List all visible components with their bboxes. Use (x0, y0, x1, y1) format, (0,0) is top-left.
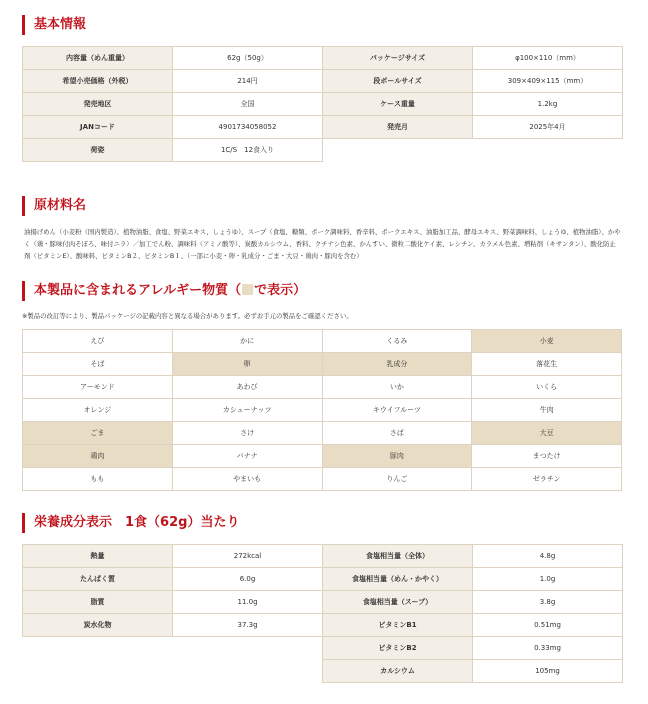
allergen-cell: そば (23, 353, 173, 376)
nutrition-value: 37.3g (173, 614, 323, 637)
allergen-row (23, 353, 622, 376)
allergen-cell: アーモンド (23, 376, 173, 399)
nutrition-empty-cell (23, 637, 173, 660)
allergen-row (23, 399, 622, 422)
allergen-cell: キウイフルーツ (322, 399, 472, 422)
allergen-cell: あわび (172, 376, 322, 399)
nutrition-label: 食塩相当量（スープ） (323, 591, 473, 614)
allergen-row (23, 445, 622, 468)
allergen-cell: やまいも (172, 468, 322, 491)
allergen-cell: 豚肉 (322, 445, 472, 468)
nutrition-row (23, 660, 623, 683)
nutrition-row (23, 614, 623, 637)
allergen-cell: オレンジ (23, 399, 173, 422)
nutrition-value: 11.0g (173, 591, 323, 614)
allergen-cell: 卵 (172, 353, 322, 376)
basic-value: φ100×110（mm） (473, 47, 623, 70)
allergen-cell: いくら (472, 376, 622, 399)
allergen-cell: 小麦 (472, 330, 622, 353)
allergen-cell: 落花生 (472, 353, 622, 376)
nutrition-value: 1.0g (473, 568, 623, 591)
basic-value: 2025年4月 (473, 116, 623, 139)
basic-row (23, 116, 623, 139)
nutrition-label: ビタミンB1 (323, 614, 473, 637)
allergen-table (22, 329, 622, 491)
allergen-cell: バナナ (172, 445, 322, 468)
nutrition-value: 6.0g (173, 568, 323, 591)
nutrition-label: 脂質 (23, 591, 173, 614)
basic-label: 希望小売価格（外税） (23, 70, 173, 93)
allergen-cell: まつたけ (472, 445, 622, 468)
nutrition-row (23, 591, 623, 614)
basic-value: 全国 (173, 93, 323, 116)
allergen-cell: くるみ (322, 330, 472, 353)
basic-label: 発売地区 (23, 93, 173, 116)
basic-info-table (22, 46, 623, 162)
nutrition-label: 食塩相当量（めん・かやく） (323, 568, 473, 591)
basic-label: 内容量（めん重量） (23, 47, 173, 70)
basic-row (23, 47, 623, 70)
basic-label: ケース重量 (323, 93, 473, 116)
ingredients-text: 油揚げめん（小麦粉（国内製造）、植物油脂、食塩、野菜エキス、しょうゆ）、スープ（食塩、糖類、ポーク調味料、香辛料、ポークエキス、油脂加工品、酵母エキス、野菜調味料、しょうゆ、植物油脂）、かやく（鶏・豚味付肉そぼろ、味付ニラ）／加工でん粉、調味料（アミノ酸等）、炭酸カルシウム、香料、クチナシ色素、かんすい、微粒二酸化ケイ素、レシチン、カラメル色素、増粘剤（キサンタン）、酸化防止剤（ビタミンE）、酸味料、ビタミンB２、ビタミンB１、（一部に小麦・卵・乳成分・ごま・大豆・鶏肉・豚肉を含む） (24, 228, 621, 260)
allergen-cell: ごま (23, 422, 173, 445)
basic-value: 214円 (173, 70, 323, 93)
allergen-cell: ゼラチン (472, 468, 622, 491)
basic-value: 309×409×115（mm） (473, 70, 623, 93)
nutrition-label: 食塩相当量（全体） (323, 545, 473, 568)
allergen-title (22, 281, 306, 301)
basic-label: 段ボールサイズ (323, 70, 473, 93)
basic-value: 1.2kg (473, 93, 623, 116)
basic-empty-cell (323, 139, 473, 162)
nutrition-table (22, 544, 623, 683)
nutrition-value: 105mg (473, 660, 623, 683)
allergen-cell: さけ (172, 422, 322, 445)
nutrition-row (23, 568, 623, 591)
nutrition-label: 炭水化物 (23, 614, 173, 637)
ingredients-title: 原材料名 (22, 196, 86, 216)
basic-value: 62g（50g） (173, 47, 323, 70)
basic-info-title: 基本情報 (22, 15, 86, 35)
nutrition-empty-cell (173, 637, 323, 660)
allergen-cell: えび (23, 330, 173, 353)
allergen-row (23, 468, 622, 491)
highlight-swatch (242, 284, 253, 295)
allergen-cell: かに (172, 330, 322, 353)
allergen-row (23, 422, 622, 445)
basic-row (23, 139, 623, 162)
nutrition-row (23, 545, 623, 568)
nutrition-label: たんぱく質 (23, 568, 173, 591)
nutrition-label: 熱量 (23, 545, 173, 568)
nutrition-row (23, 637, 623, 660)
nutrition-label: ビタミンB2 (323, 637, 473, 660)
nutrition-value: 272kcal (173, 545, 323, 568)
nutrition-empty-cell (23, 660, 173, 683)
allergen-title-after: で表示） (254, 283, 307, 298)
basic-label: JANコード (23, 116, 173, 139)
basic-label: 荷姿 (23, 139, 173, 162)
nutrition-empty-cell (173, 660, 323, 683)
allergen-cell: 牛肉 (472, 399, 622, 422)
basic-value: 4901734058052 (173, 116, 323, 139)
basic-row (23, 70, 623, 93)
nutrition-value: 0.33mg (473, 637, 623, 660)
allergen-row (23, 330, 622, 353)
nutrition-value: 0.51mg (473, 614, 623, 637)
allergen-note: ※製品の改訂等により、製品パッケージの記載内容と異なる場合があります。必ずお手元の製品をご確認ください。 (22, 312, 353, 320)
allergen-cell: カシューナッツ (172, 399, 322, 422)
nutrition-title: 栄養成分表示 1食（62g）当たり (22, 513, 239, 533)
basic-row (23, 93, 623, 116)
allergen-cell: 鶏肉 (23, 445, 173, 468)
nutrition-value: 3.8g (473, 591, 623, 614)
allergen-cell: さば (322, 422, 472, 445)
allergen-row (23, 376, 622, 399)
nutrition-value: 4.8g (473, 545, 623, 568)
basic-value: 1C/S 12食入り (173, 139, 323, 162)
allergen-cell: いか (322, 376, 472, 399)
allergen-cell: りんご (322, 468, 472, 491)
allergen-cell: 乳成分 (322, 353, 472, 376)
basic-empty-cell (473, 139, 623, 162)
basic-label: 発売月 (323, 116, 473, 139)
allergen-cell: もも (23, 468, 173, 491)
basic-label: パッケージサイズ (323, 47, 473, 70)
allergen-cell: 大豆 (472, 422, 622, 445)
allergen-title-before: 本製品に含まれるアレルギー物質（ (34, 283, 242, 298)
nutrition-label: カルシウム (323, 660, 473, 683)
